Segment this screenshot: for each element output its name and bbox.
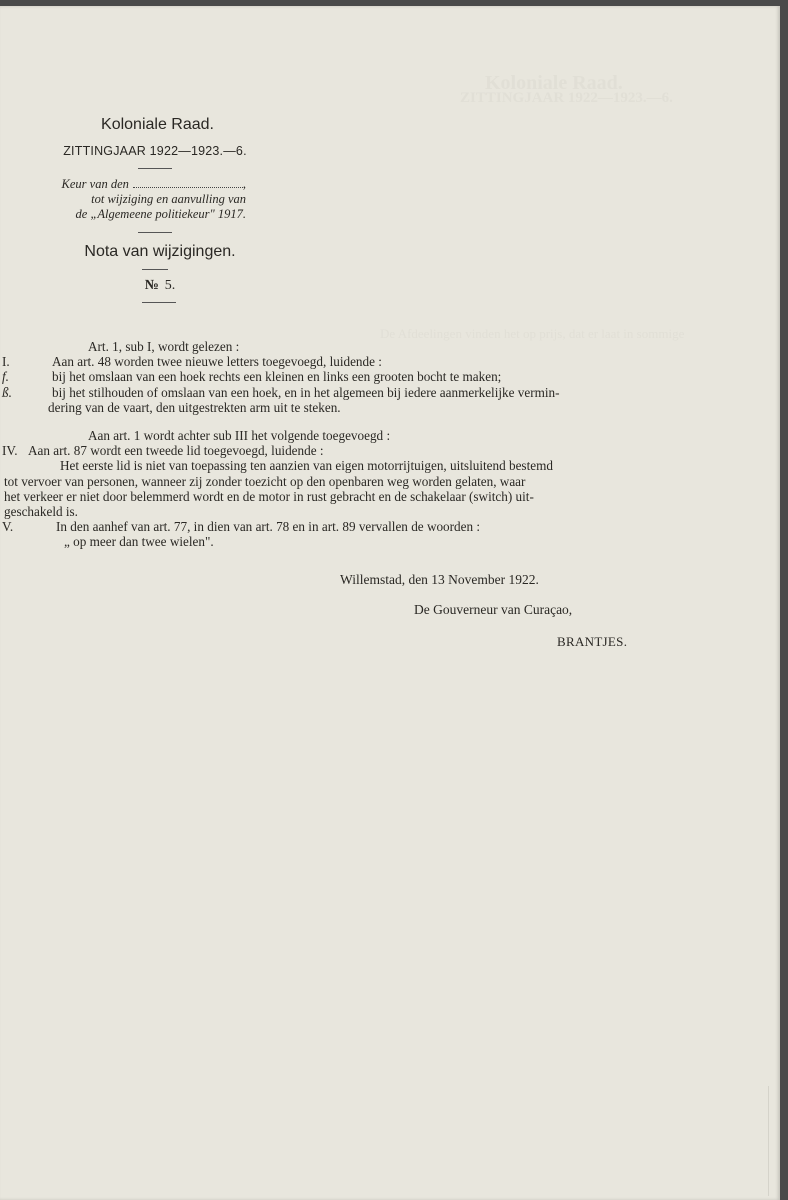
document-header bbox=[0, 116, 310, 313]
body-line: tot vervoer van personen, wanneer zij zonder toezicht op den openbaren weg worden gelaten, waar bbox=[4, 473, 526, 489]
number-rule-bottom bbox=[142, 302, 176, 303]
keur-line-1: Keur van den bbox=[61, 177, 129, 191]
document-number bbox=[10, 278, 310, 294]
header-rule-2 bbox=[138, 232, 172, 233]
body-line: het verkeer er niet door belemmerd wordt en de motor in rust gebracht en de schakelaar (switch) uit- bbox=[4, 488, 534, 504]
item-label: f. bbox=[2, 369, 9, 385]
body-line: Het eerste lid is niet van toepassing ten aanzien van eigen motorrijtuigen, uitsluitend bestemd bbox=[60, 458, 553, 474]
body-line: IV. Aan art. 87 wordt een tweede lid toegevoegd, luidende : bbox=[2, 443, 324, 459]
signatory-office: De Gouverneur van Curaçao, bbox=[414, 602, 573, 617]
item-label: ß. bbox=[2, 384, 12, 400]
body-line: Aan art. 1 wordt achter sub III het volgende toegevoegd : bbox=[88, 428, 391, 444]
keur-line-3: de „Algemeene politiekeur" 1917. bbox=[75, 207, 246, 221]
keur-line-1-end: , bbox=[242, 177, 246, 191]
header-rule bbox=[138, 168, 172, 169]
signatory-name: BRANTJES. bbox=[557, 634, 628, 649]
body-line: V. In den aanhef van art. 77, in dien van art. 78 en in art. 89 vervallen de woorden : bbox=[2, 519, 481, 535]
item-label: V. bbox=[2, 519, 14, 535]
amendments-body bbox=[0, 339, 700, 550]
body-line: f. bij het omslaan van een hoek rechts een kleinen en links een grooten bocht te maken; bbox=[2, 369, 502, 385]
body-line: Art. 1, sub I, wordt gelezen : bbox=[88, 339, 240, 354]
body-line: ß. bij het stilhouden of omslaan van een hoek, en in het algemeen bij iedere aanmerkelijke vermin- bbox=[2, 384, 560, 400]
body-line: I. Aan art. 48 worden twee nieuwe letters toegevoegd, luidende : bbox=[2, 354, 382, 370]
document-type: Nota van wijzigingen. bbox=[84, 243, 236, 260]
item-label: IV. bbox=[2, 443, 18, 459]
page-edge-mark bbox=[768, 1086, 769, 1196]
blank-dotted-line bbox=[133, 187, 243, 188]
body-line: geschakeld is. bbox=[4, 504, 78, 520]
bleed-through-text: Koloniale Raad. ZITTINGJAAR 1922—1923.—6. De Afdeelingen vinden het op prijs, dat er laat in sommige bbox=[380, 72, 685, 341]
numero-symbol: № bbox=[144, 278, 159, 293]
council-title: Koloniale Raad. bbox=[101, 116, 214, 133]
ordinance-description bbox=[0, 177, 310, 222]
item-label: I. bbox=[2, 354, 10, 370]
place-and-date: Willemstad, den 13 November 1922. bbox=[340, 572, 539, 587]
keur-line-2: tot wijziging en aanvulling van bbox=[91, 192, 246, 206]
document-page bbox=[0, 6, 780, 1200]
number-value: 5. bbox=[164, 278, 176, 293]
session-year: ZITTINGJAAR 1922—1923.—6. bbox=[63, 144, 247, 158]
body-line: dering van de vaart, den uitgestrekten arm uit te steken. bbox=[48, 399, 341, 415]
number-rule-top bbox=[142, 269, 168, 270]
body-line: „ op meer dan twee wielen". bbox=[64, 534, 214, 550]
